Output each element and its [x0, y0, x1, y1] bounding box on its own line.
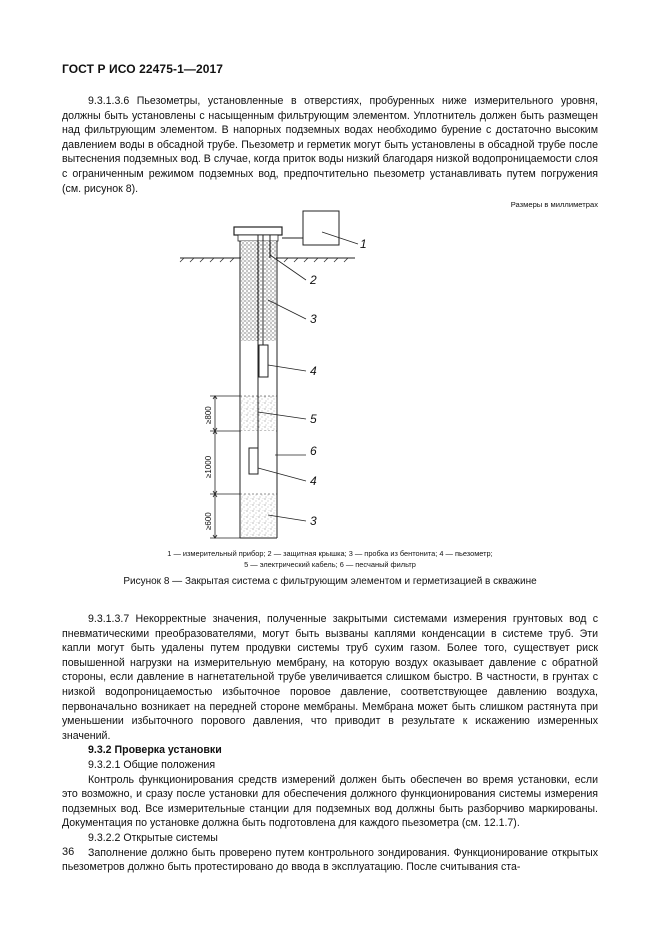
page-header: ГОСТ Р ИСО 22475-1—2017	[62, 62, 224, 76]
callout-3b: 3	[310, 514, 317, 528]
sand-filter-zone	[241, 341, 276, 396]
paragraph-9-3-2-1: Контроль функционирования средств измерений должен быть обеспечен во время установки, если это возможно, и сразу после установки для обеспечения должного функционирования системы измерения подземных вод. Все измерительные станции для подземных вод должны быть разборчиво маркированы. Документация по установке должна быть подготовлена для каждого пьезометра (см. 12.1.7).	[62, 773, 598, 830]
subheading-9-3-2-2: 9.3.2.2 Открытые системы	[88, 831, 218, 844]
callout-numbers	[309, 237, 367, 528]
piezometer-upper	[259, 345, 268, 377]
dimension-labels	[204, 406, 213, 530]
legend-line-2: 5 — электрический кабель; 6 — песчаный фильтр	[244, 560, 416, 569]
protective-cap	[234, 227, 282, 241]
callout-4: 4	[310, 364, 317, 378]
main-text	[62, 612, 598, 875]
figure-legend	[62, 548, 598, 570]
ground-surface	[180, 258, 355, 262]
callout-6: 6	[310, 444, 317, 458]
units-note: Размеры в миллиметрах	[510, 200, 598, 209]
dim-1000: ≥1000	[204, 455, 213, 478]
dim-800: ≥800	[204, 406, 213, 424]
upper-bentonite-plug	[241, 241, 276, 341]
paragraph-9-3-1-3-6: 9.3.1.3.6 Пьезометры, установленные в отверстиях, пробуренных ниже измерительного уровня, должны быть установлены с насыщенным фильтрующим элементом. Уплотнитель должен быть размещен над фильтрующим элементом. В напорных подземных водах необходимо бурение с достаточно высоким давлением воды в обсадной трубе. Пьезометр и герметик могут быть установлены в обсадной трубе после вытеснения подземных вод. В случае, когда приток воды низкий благодаря низкой водопроницаемости слоя с ограниченным режимом подземных вод, предпочтительно пьезометр устанавливать путем погружения (см. рисунок 8).	[62, 95, 598, 195]
legend-line-1: 1 — измерительный прибор; 2 — защитная крышка; 3 — пробка из бентонита; 4 — пьезометр;	[167, 549, 493, 558]
callout-3: 3	[310, 312, 317, 326]
dim-600: ≥600	[204, 512, 213, 530]
electric-cables	[258, 235, 270, 448]
measuring-instrument	[282, 211, 339, 245]
middle-seal	[241, 396, 276, 431]
paragraph-9-3-1-3-7: 9.3.1.3.7 Некорректные значения, полученные закрытыми системами измерения грунтовых вод с пневматическими преобразователями, могут быть вызваны каплями конденсации в системе труб. Эти капли могут быть удалены путем продувки системы труб сухим газом. Более того, существует риск повышенной нагрузки на измерительную мембрану, на которую воздух оказывает давление с обратной стороны, если давление в нагнетательной трубе увеличивается слишком быстро. В частности, в грунтах с низкой водопроницаемостью избыточное поровое давление, соответствующее давлению воздуха, первоначально возникает на передней стороне мембраны. Мембрана может быть слишком растянута при уменьшении избыточного порового давления, что приводит в результате к искажению измеренных значений.	[62, 613, 598, 742]
paragraph-9-3-2-2: Заполнение должно быть проверено путем контрольного зондирования. Функционирование открытых пьезометров должно быть протестировано до ввода в эксплуатацию. После считывания ста-	[62, 846, 598, 874]
lower-sand-filter	[241, 431, 276, 494]
borehole	[240, 241, 277, 538]
callout-1: 1	[360, 237, 367, 251]
section-heading-9-3-2: 9.3.2 Проверка установки	[88, 744, 222, 757]
page-number: 36	[62, 846, 75, 858]
callout-leaders	[258, 232, 358, 521]
figure-caption: Рисунок 8 — Закрытая система с фильтрующим элементом и герметизацией в скважине	[123, 576, 537, 587]
callout-2: 2	[310, 273, 317, 287]
lower-bentonite-plug	[241, 494, 276, 537]
piezometer-lower	[249, 448, 258, 474]
callout-4b: 4	[310, 474, 317, 488]
subheading-9-3-2-1: 9.3.2.1 Общие положения	[88, 758, 216, 771]
dimension-lines	[210, 396, 240, 538]
callout-5: 5	[310, 412, 317, 426]
